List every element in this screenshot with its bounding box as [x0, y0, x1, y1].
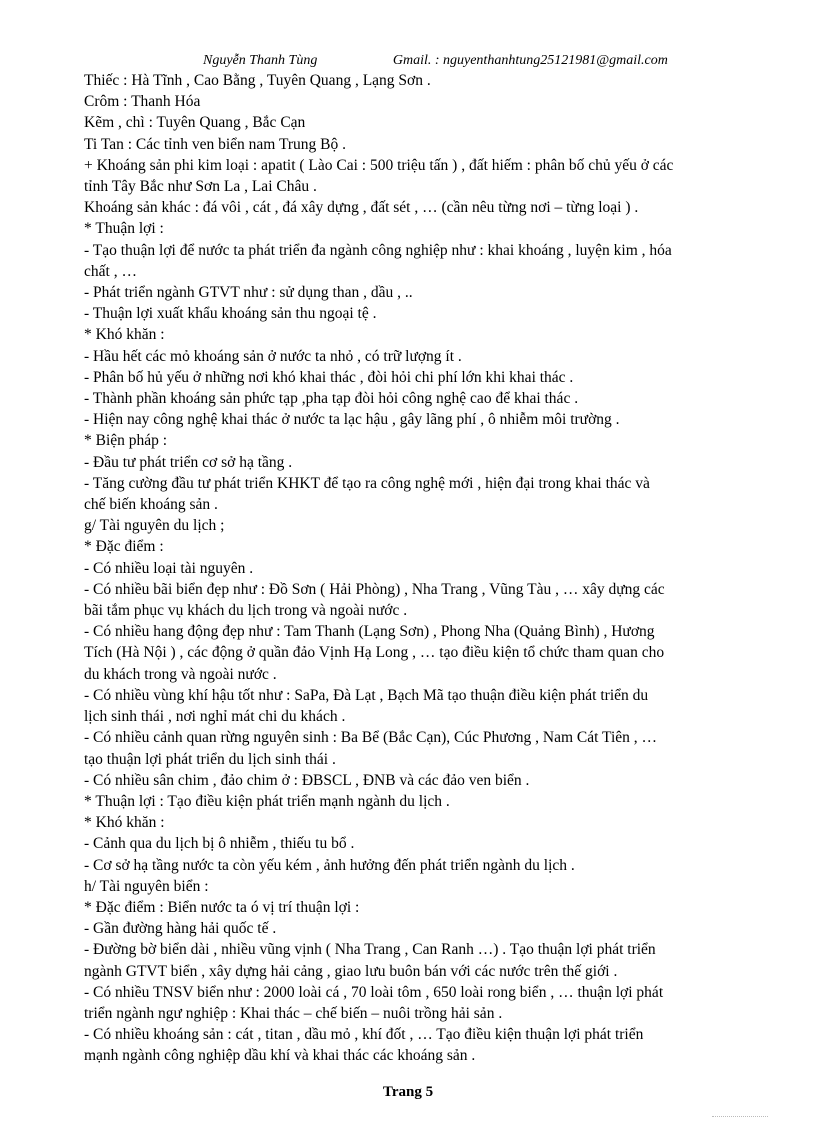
- text-line: - Có nhiều bãi biển đẹp như : Đồ Sơn ( Hải Phòng) , Nha Trang , Vũng Tàu , … xây dựng các: [84, 580, 665, 598]
- author-name: Nguyễn Thanh Tùng: [203, 53, 318, 68]
- text-line: chế biến khoáng sản .: [84, 496, 218, 514]
- text-line: * Khó khăn :: [84, 326, 165, 344]
- text-line: Ti Tan : Các tỉnh ven biển nam Trung Bộ .: [84, 135, 347, 153]
- text-line: h/ Tài nguyên biển :: [84, 877, 209, 895]
- text-line: * Thuận lợi : Tạo điều kiện phát triển mạnh ngành du lịch .: [84, 792, 450, 810]
- text-line: - Thuận lợi xuất khẩu khoáng sản thu ngoại tệ .: [84, 305, 377, 323]
- text-line: - Cảnh qua du lịch bị ô nhiễm , thiếu tu bổ .: [84, 835, 355, 853]
- text-line: - Có nhiều vùng khí hậu tốt như : SaPa, Đà Lạt , Bạch Mã tạo thuận điều kiện phát triển du: [84, 686, 649, 704]
- text-line: - Đầu tư phát triển cơ sở hạ tầng .: [84, 453, 293, 471]
- text-line: - Hầu hết các mỏ khoáng sản ở nước ta nhỏ , có trữ lượng ít .: [84, 347, 462, 365]
- text-line: mạnh ngành công nghiệp dầu khí và khai thác các khoáng sản .: [84, 1047, 476, 1065]
- text-line: Thiếc : Hà Tĩnh , Cao Bằng , Tuyên Quang , Lạng Sơn .: [84, 72, 431, 89]
- text-line: tạo thuận lợi phát triển du lịch sinh thái .: [84, 750, 336, 768]
- text-line: - Có nhiều khoáng sản : cát , titan , dầu mỏ , khí đốt , … Tạo điều kiện thuận lợi phát triển: [84, 1026, 644, 1044]
- text-line: - Phân bố hủ yếu ở những nơi khó khai thác , đòi hỏi chi phí lớn khi khai thác .: [84, 368, 574, 386]
- text-line: * Đặc điểm :: [84, 538, 164, 556]
- text-line: Crôm : Thanh Hóa: [84, 93, 201, 111]
- text-line: * Thuận lợi :: [84, 220, 164, 238]
- text-line: g/ Tài nguyên du lịch ;: [84, 517, 225, 535]
- text-line: - Có nhiều TNSV biển như : 2000 loài cá , 70 loài tôm , 650 loài rong biển , … thuận lợi phát: [84, 983, 664, 1001]
- text-line: Khoáng sản khác : đá vôi , cát , đá xây dựng , đất sét , … (cần nêu từng nơi – từng loại ) .: [84, 199, 639, 217]
- text-line: * Đặc điểm : Biển nước ta ó vị trí thuận lợi :: [84, 898, 360, 916]
- text-line: - Tạo thuận lợi để nước ta phát triển đa ngành công nghiệp như : khai khoáng , luyện kim , hóa: [84, 241, 672, 259]
- decorative-divider: [712, 1116, 768, 1117]
- text-line: triển ngành ngư nghiệp : Khai thác – chế biến – nuôi trồng hải sản .: [84, 1004, 503, 1022]
- text-line: - Có nhiều loại tài nguyên .: [84, 559, 254, 577]
- text-line: - Có nhiều hang động đẹp như : Tam Thanh (Lạng Sơn) , Phong Nha (Quảng Bình) , Hương: [84, 623, 655, 641]
- text-line: * Biện pháp :: [84, 432, 168, 450]
- author-email: Gmail. : nguyenthanhtung25121981@gmail.com: [392, 53, 668, 68]
- text-line: bãi tắm phục vụ khách du lịch trong và ngoài nước .: [84, 602, 408, 620]
- text-line: - Có nhiều cảnh quan rừng nguyên sinh : Ba Bể (Bắc Cạn), Cúc Phương , Nam Cát Tiên , …: [84, 729, 658, 747]
- text-line: du khách trong và ngoài nước .: [84, 665, 277, 683]
- text-line: - Tăng cường đầu tư phát triển KHKT để tạo ra công nghệ mới , hiện đại trong khai thác và: [84, 474, 650, 492]
- text-line: - Hiện nay công nghệ khai thác ở nước ta lạc hậu , gây lãng phí , ô nhiễm môi trường .: [84, 411, 620, 429]
- text-line: tỉnh Tây Bắc như Sơn La , Lai Châu .: [84, 178, 317, 196]
- text-line: - Đường bờ biển dài , nhiều vũng vịnh ( Nha Trang , Can Ranh …) . Tạo thuận lợi phát triển: [84, 941, 656, 959]
- text-line: - Phát triển ngành GTVT như : sử dụng than , dầu , ..: [84, 284, 413, 302]
- text-line: Kẽm , chì : Tuyên Quang , Bắc Cạn: [84, 114, 306, 132]
- text-line: lịch sinh thái , nơi nghỉ mát chi du khách .: [84, 708, 346, 726]
- text-line: - Có nhiều sân chim , đảo chim ở : ĐBSCL , ĐNB và các đảo ven biển .: [84, 771, 530, 789]
- text-line: ngành GTVT biển , xây dựng hải cảng , giao lưu buôn bán với các nước trên thế giới .: [84, 962, 618, 980]
- page-number: Trang 5: [382, 1084, 434, 1100]
- text-line: + Khoáng sản phi kim loại : apatit ( Lào Cai : 500 triệu tấn ) , đất hiếm : phân bố chủ yếu ở các: [84, 156, 674, 174]
- text-line: chất , …: [84, 262, 137, 280]
- text-line: - Gần đường hàng hải quốc tế .: [84, 920, 277, 938]
- document-body: [84, 70, 744, 1067]
- text-line: - Thành phần khoáng sản phức tạp ,pha tạp đòi hỏi công nghệ cao để khai thác .: [84, 390, 579, 408]
- page-header: [203, 53, 668, 69]
- text-line: * Khó khăn :: [84, 814, 165, 832]
- text-line: - Cơ sở hạ tầng nước ta còn yếu kém , ảnh hưởng đến phát triển ngành du lịch .: [84, 856, 575, 874]
- text-line: Tích (Hà Nội ) , các động ở quần đảo Vịnh Hạ Long , … tạo điều kiện tổ chức tham quan cho: [84, 644, 665, 662]
